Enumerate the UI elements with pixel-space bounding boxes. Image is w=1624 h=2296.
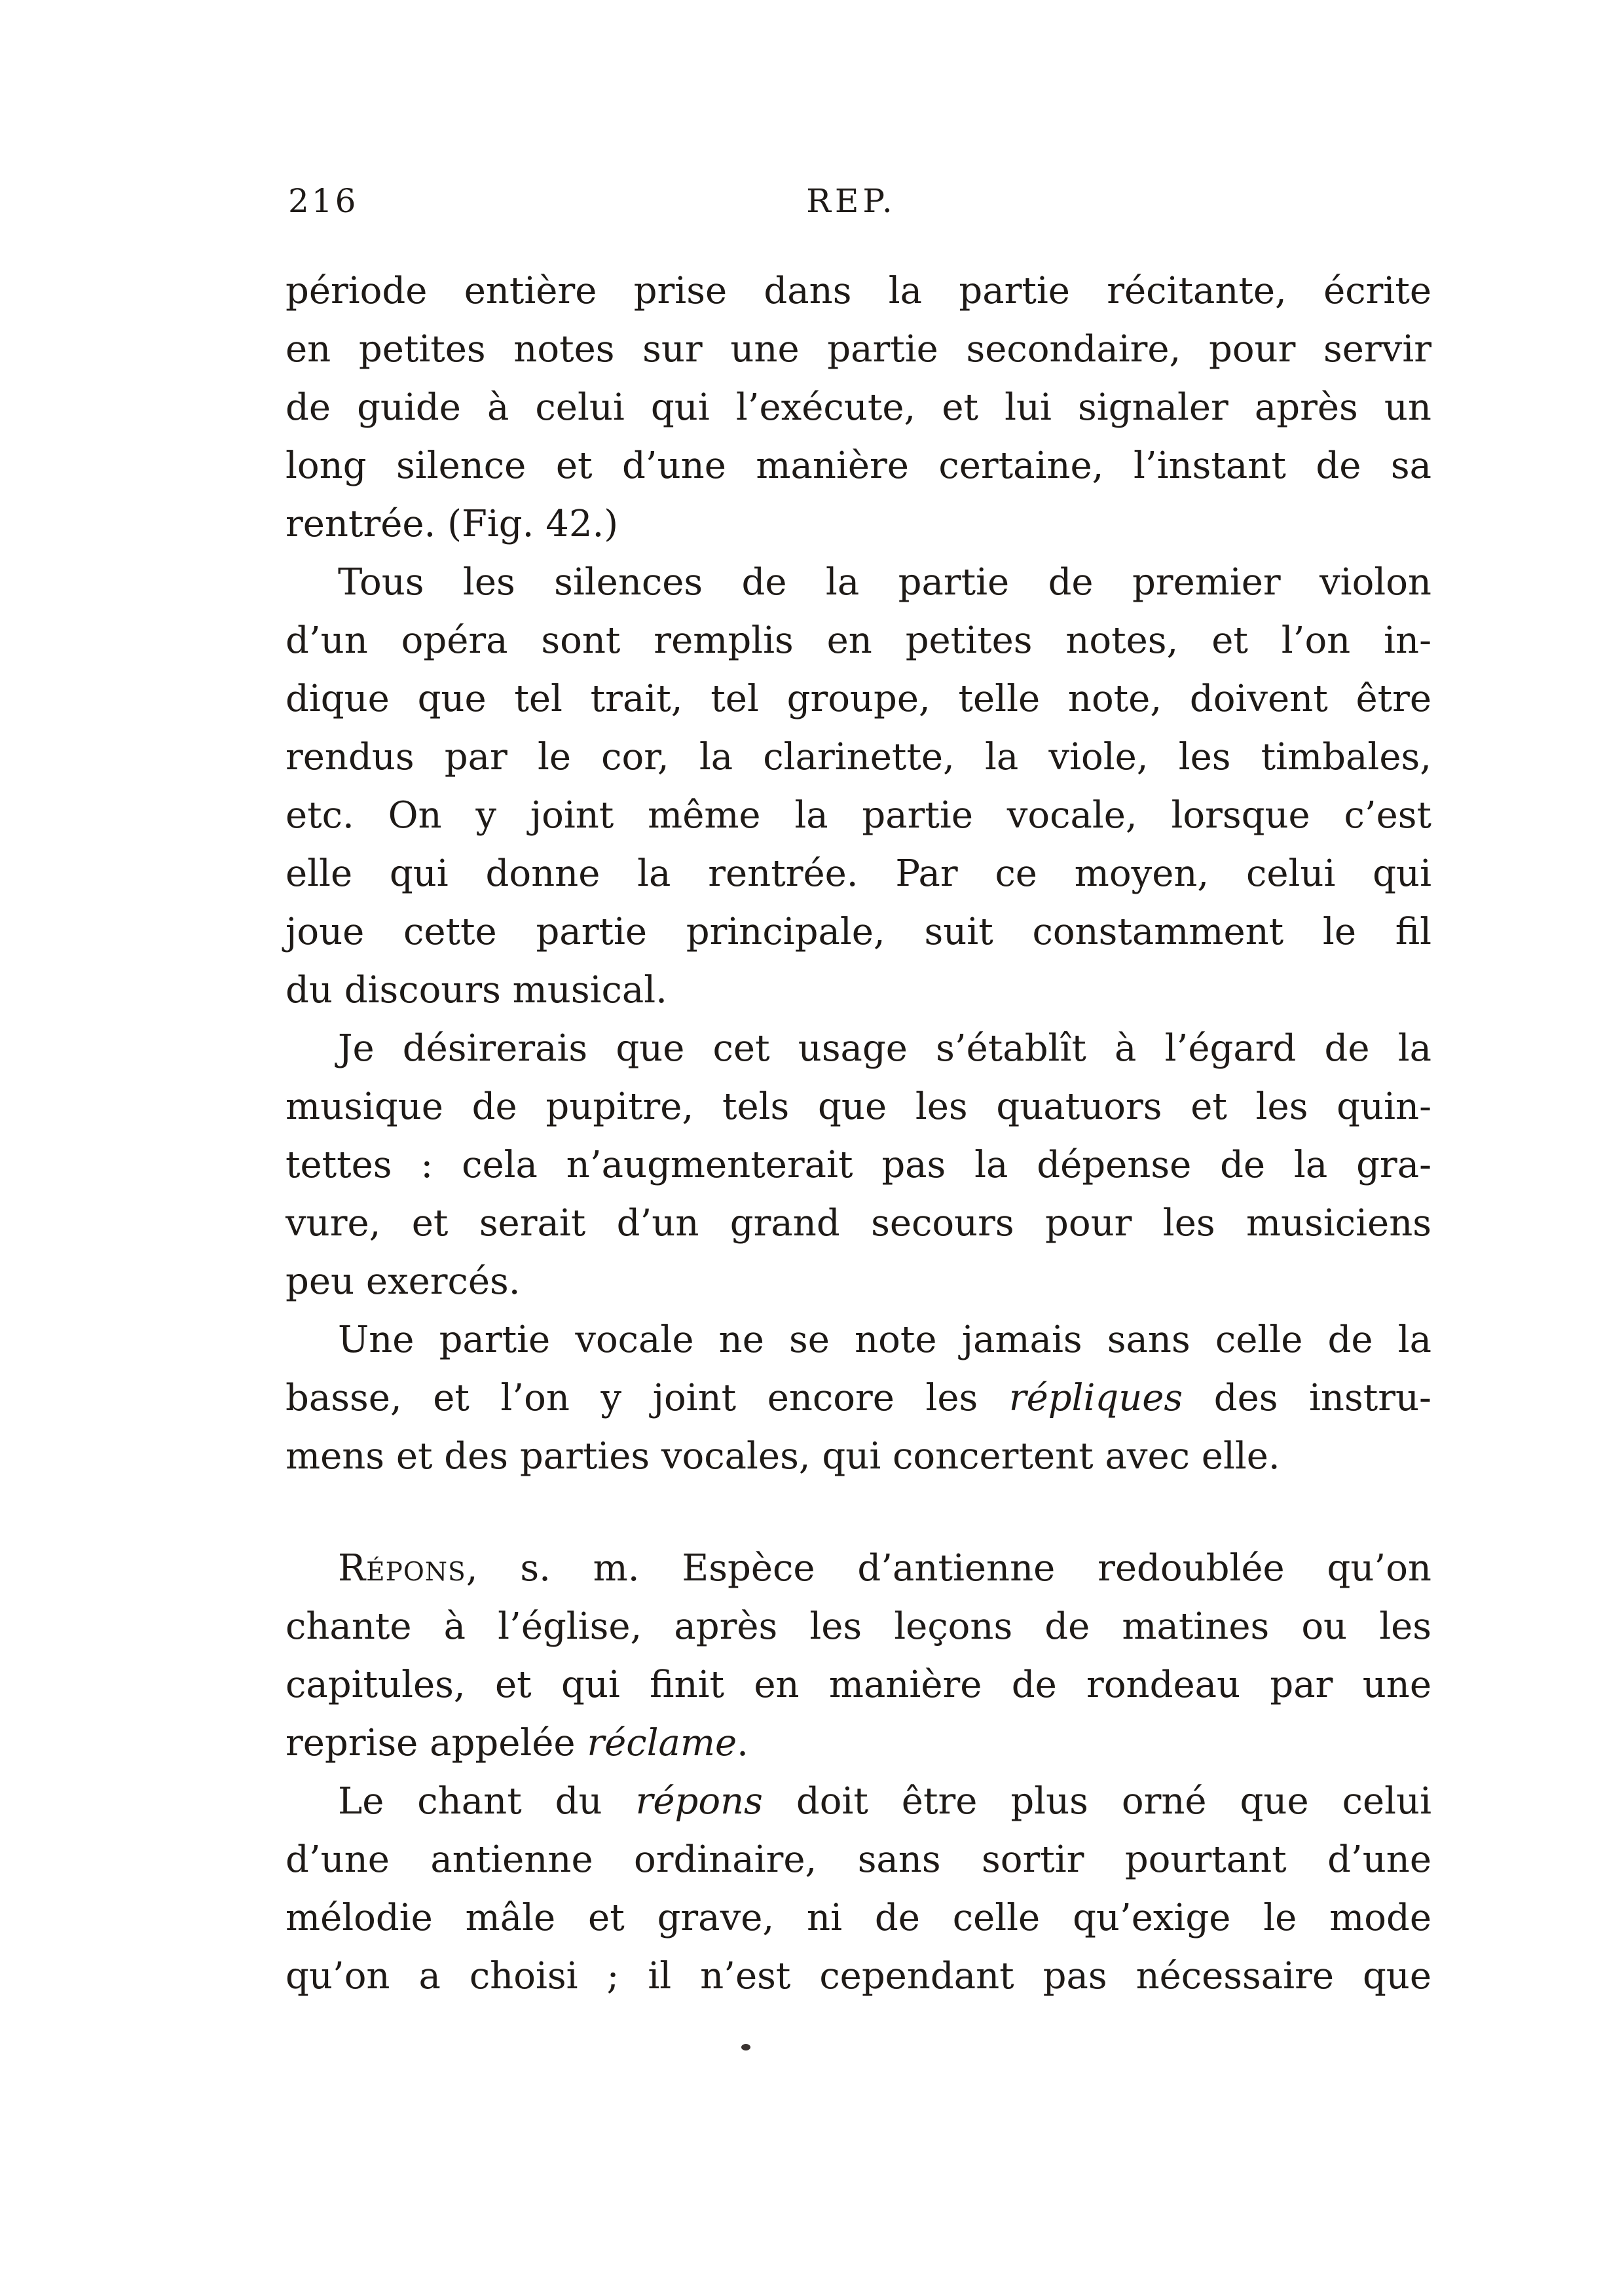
italic-term: répliques [1008,1377,1183,1419]
text-line: elle qui donne la rentrée. Par ce moyen, celui qui [286,852,1431,895]
paragraph-body [286,1831,1431,2005]
text-line: d’une antienne ordinaire, sans sortir pourtant d’une [286,1838,1431,1881]
text-line: chante à l’église, après les leçons de matines ou les [286,1605,1431,1648]
paragraph-body [286,1597,1431,1772]
text-segment: reprise appelée [286,1722,576,1764]
text-line: Une partie vocale ne se note jamais sans celle de la [338,1319,1431,1361]
text-segment: basse, et l’on y joint encore les [286,1377,978,1419]
entry-separator [286,1485,1431,1539]
paragraph-body [286,1369,1431,1485]
paragraph-body [286,611,1431,1019]
text-line: en petites notes sur une partie secondaire, pour servir [286,328,1431,371]
page-number: 216 [288,182,359,220]
text-line: mens et des parties vocales, qui concertent avec elle. [286,1435,1280,1478]
text-line: d’un opéra sont remplis en petites notes, et l’on in- [286,619,1431,662]
text-line: rendus par le cor, la clarinette, la viole, les timbales, [286,736,1431,778]
text-line: dique que tel trait, tel groupe, telle note, doivent être [286,678,1431,720]
text-line: période entière prise dans la partie récitante, écrite [286,270,1431,312]
text-line: peu exercés. [286,1260,521,1303]
body-text [286,262,1431,2005]
ink-speck [741,2044,750,2050]
text-line: tettes : cela n’augmenterait pas la dépense de la gra- [286,1144,1431,1186]
italic-term: réclame [587,1722,737,1764]
text-line: etc. On y joint même la partie vocale, lorsque c’est [286,794,1431,837]
text-line: capitules, et qui finit en manière de rondeau par une [286,1664,1431,1706]
text-line [286,1714,1431,1772]
text-line: de guide à celui qui l’exécute, et lui signaler après un [286,386,1431,429]
italic-term: répons [635,1780,763,1823]
text-line: mélodie mâle et grave, ni de celle qu’exige le mode [286,1897,1431,1939]
text-line [286,1539,1431,1597]
text-line: Tous les silences de la partie de premier violon [338,561,1431,604]
text-line: rentrée. (Fig. 42.) [286,503,619,545]
paragraph-body [286,1078,1431,1311]
text-line: Je désirerais que cet usage s’établît à l’égard de la [338,1027,1431,1070]
text-line: qu’on a choisi ; il n’est cependant pas nécessaire que [286,1955,1431,1997]
dictionary-entry [286,1539,1431,1597]
paragraph [286,1019,1431,1078]
entry-headword: Répons [338,1547,466,1590]
text-line [286,1369,1431,1427]
text-line: vure, et serait d’un grand secours pour les musiciens [286,1202,1431,1245]
text-segment: doit être plus orné que celui [796,1780,1431,1823]
text-line: long silence et d’une manière certaine, l’instant de sa [286,445,1431,487]
running-title: REP. [806,182,896,220]
text-line: du discours musical. [286,969,667,1011]
text-segment: des instru- [1213,1377,1431,1419]
text-line: joue cette partie principale, suit constamment le fil [286,911,1431,953]
paragraph [286,1772,1431,1831]
paragraph [286,1311,1431,1369]
text-segment: Le chant du [338,1780,602,1823]
paragraph [286,553,1431,611]
text-segment: . [737,1722,748,1764]
text-segment: , s. m. Espèce d’antienne redoublée qu’on [466,1547,1431,1590]
text-line: musique de pupitre, tels que les quatuors et les quin- [286,1085,1431,1128]
paragraph-continued [286,262,1431,553]
running-head [288,182,1414,234]
text-line [286,1772,1431,1831]
